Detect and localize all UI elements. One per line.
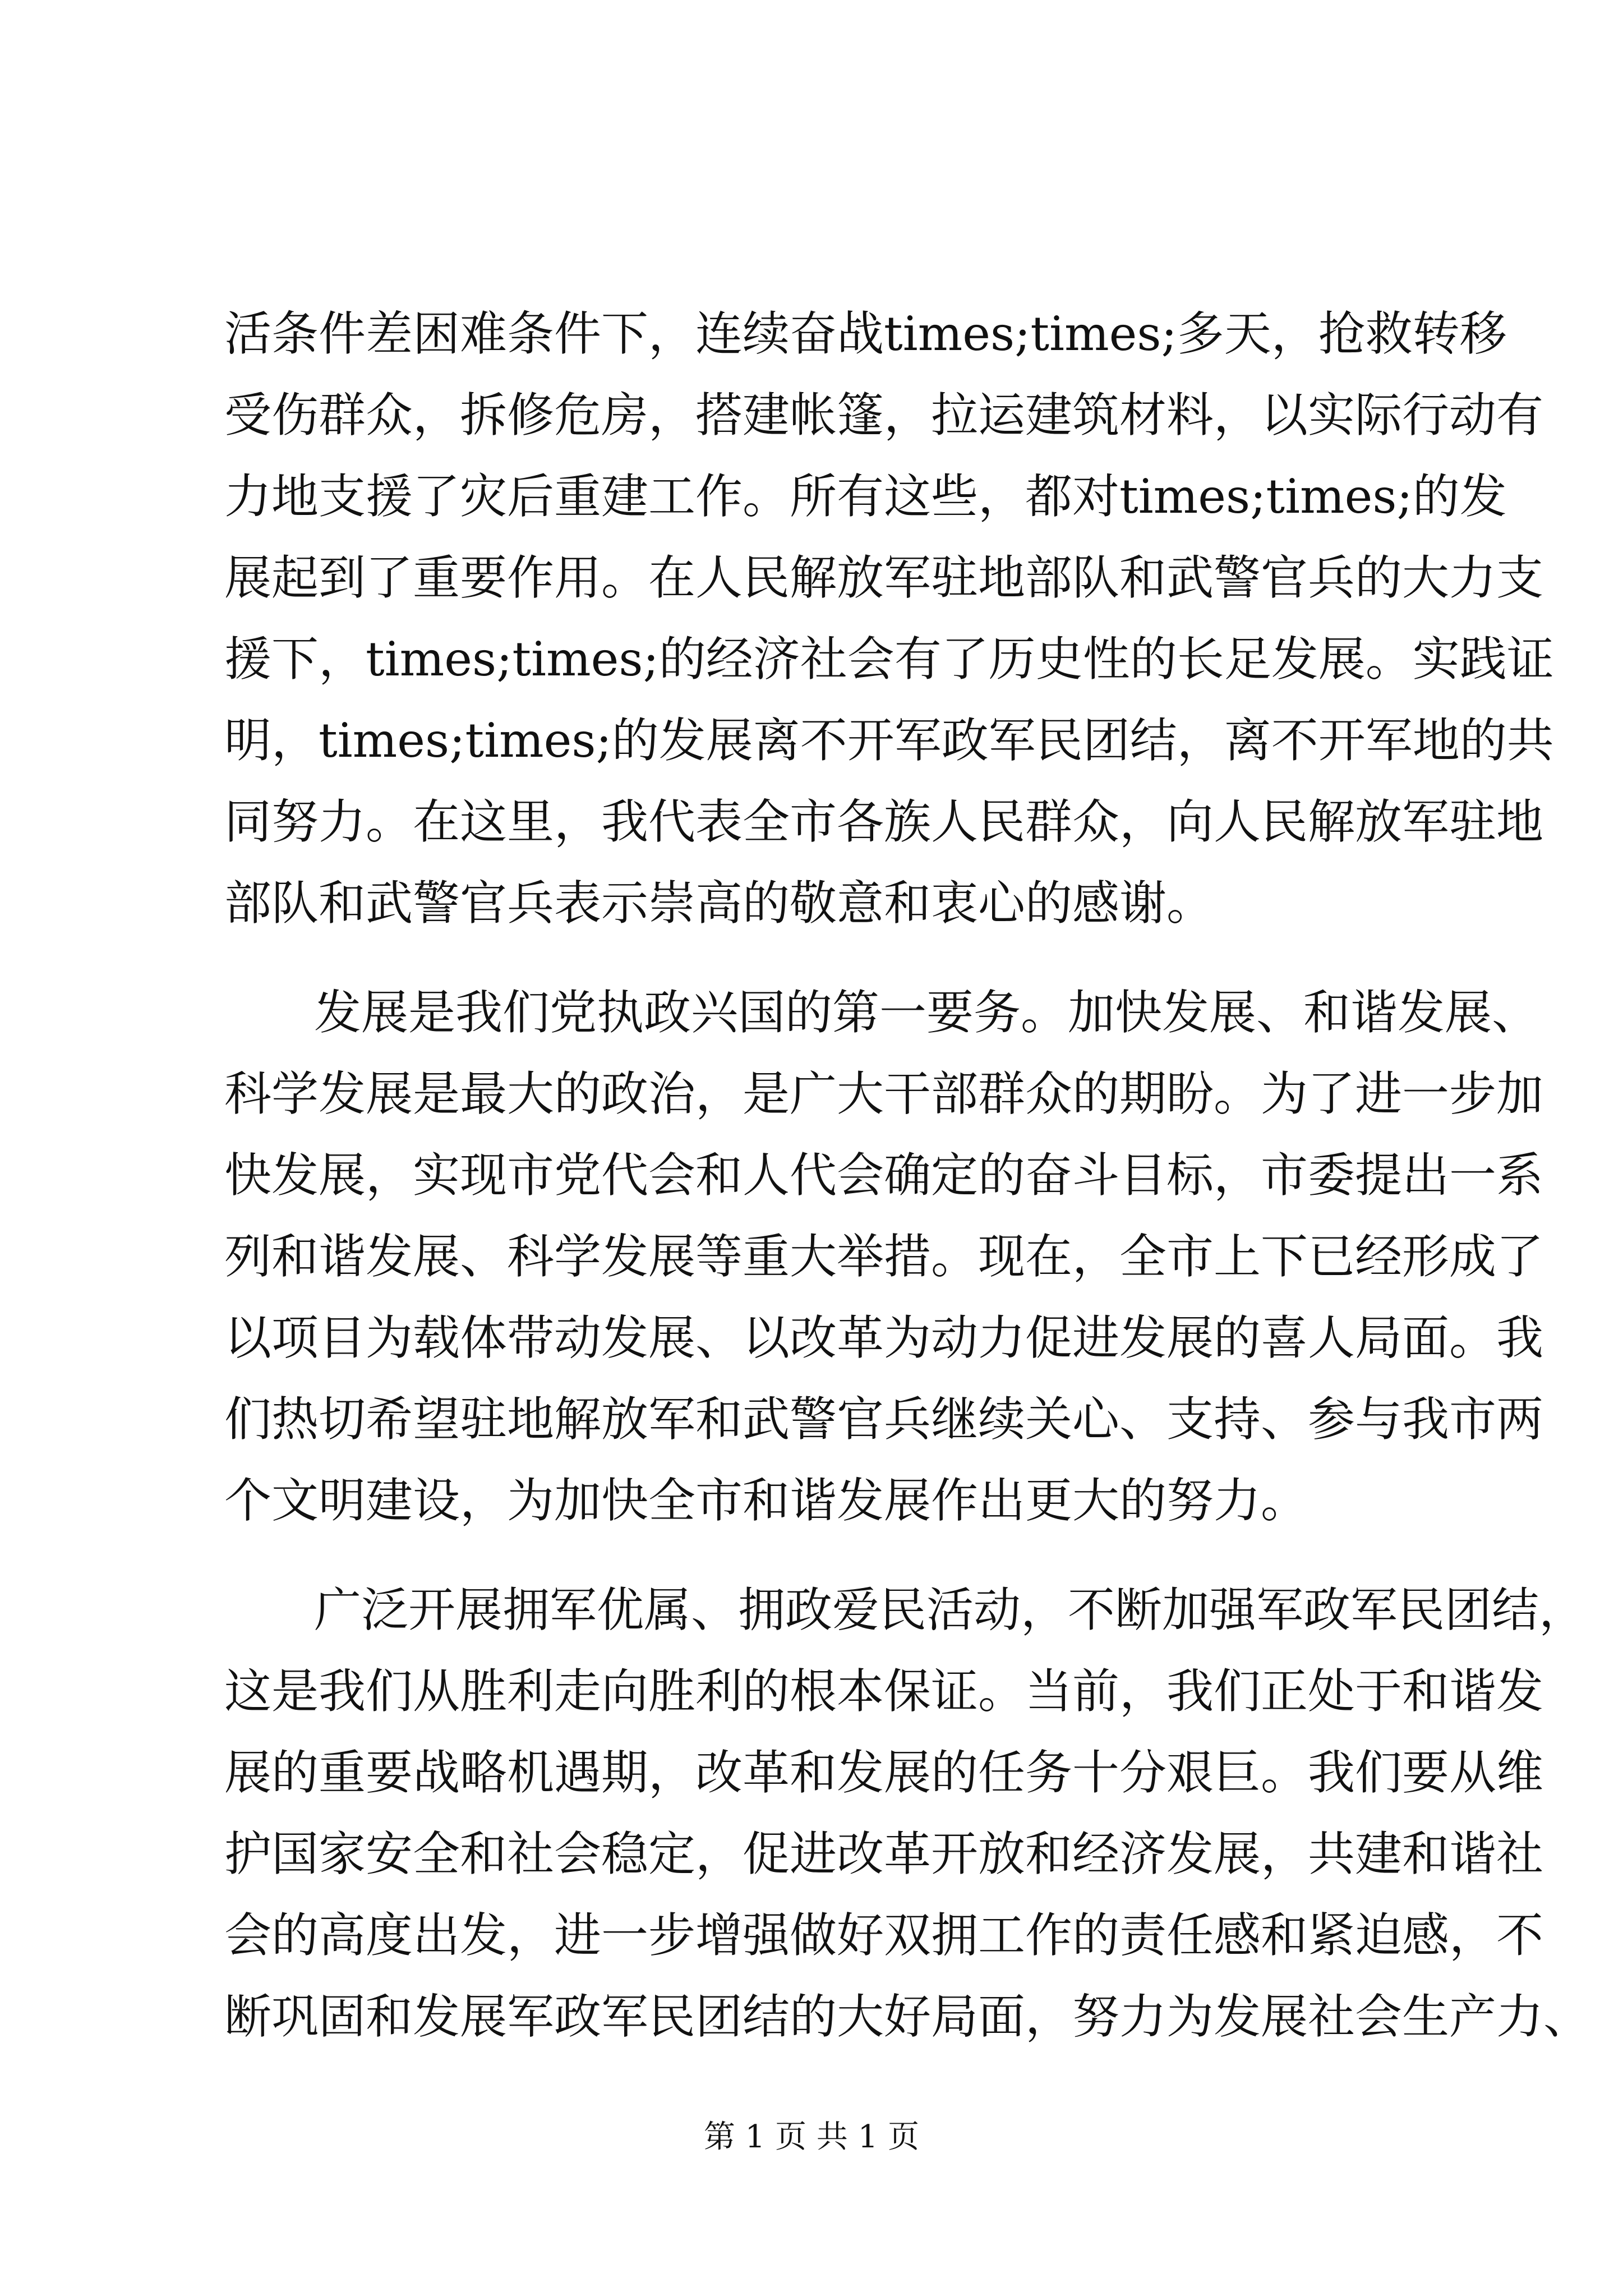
- page-number-footer: 第 1 页 共 1 页: [703, 2119, 920, 2155]
- text-line: 快发展，实现市党代会和人代会确定的奋斗目标，市委提出一系: [224, 1148, 1544, 1203]
- text-line: 科学发展是最大的政治，是广大干部群众的期盼。为了进一步加: [224, 1066, 1544, 1121]
- text-line: 断巩固和发展军政军民团结的大好局面，努力为发展社会生产力、: [224, 1989, 1591, 2044]
- text-line: 展起到了重要作用。在人民解放军驻地部队和武警官兵的大力支: [224, 550, 1544, 605]
- text-line: 部队和武警官兵表示崇高的敬意和衷心的感谢。: [224, 876, 1214, 931]
- text-line: 列和谐发展、科学发展等重大举措。现在，全市上下已经形成了: [224, 1229, 1544, 1284]
- text-line: 力地支援了灾后重建工作。所有这些，都对times;times;的发: [224, 469, 1507, 524]
- text-line: 受伤群众，拆修危房，搭建帐篷，拉运建筑材料，以实际行动有: [224, 388, 1544, 443]
- text-line: 展的重要战略机遇期，改革和发展的任务十分艰巨。我们要从维: [224, 1745, 1544, 1800]
- text-line: 明，times;times;的发展离不开军政军民团结，离不开军地的共: [224, 713, 1554, 768]
- text-line: 同努力。在这里，我代表全市各族人民群众，向人民解放军驻地: [224, 794, 1544, 849]
- text-line: 活条件差困难条件下，连续奋战times;times;多天，抢救转移: [224, 306, 1507, 361]
- text-line: 发展是我们党执政兴国的第一要务。加快发展、和谐发展、: [314, 985, 1539, 1040]
- text-line: 援下，times;times;的经济社会有了历史性的长足发展。实践证: [224, 632, 1554, 687]
- text-line: 以项目为载体带动发展、以改革为动力促进发展的喜人局面。我: [224, 1310, 1544, 1365]
- text-line: 会的高度出发，进一步增强做好双拥工作的责任感和紧迫感，不: [224, 1908, 1544, 1963]
- text-line: 个文明建设，为加快全市和谐发展作出更大的努力。: [224, 1473, 1308, 1528]
- text-line: 们热切希望驻地解放军和武警官兵继续关心、支持、参与我市两: [224, 1392, 1544, 1447]
- text-line: 这是我们从胜利走向胜利的根本保证。当前，我们正处于和谐发: [224, 1664, 1544, 1719]
- text-line: 护国家安全和社会稳定，促进改革开放和经济发展，共建和谐社: [224, 1826, 1544, 1881]
- text-line: 广泛开展拥军优属、拥政爱民活动，不断加强军政军民团结，: [314, 1582, 1587, 1637]
